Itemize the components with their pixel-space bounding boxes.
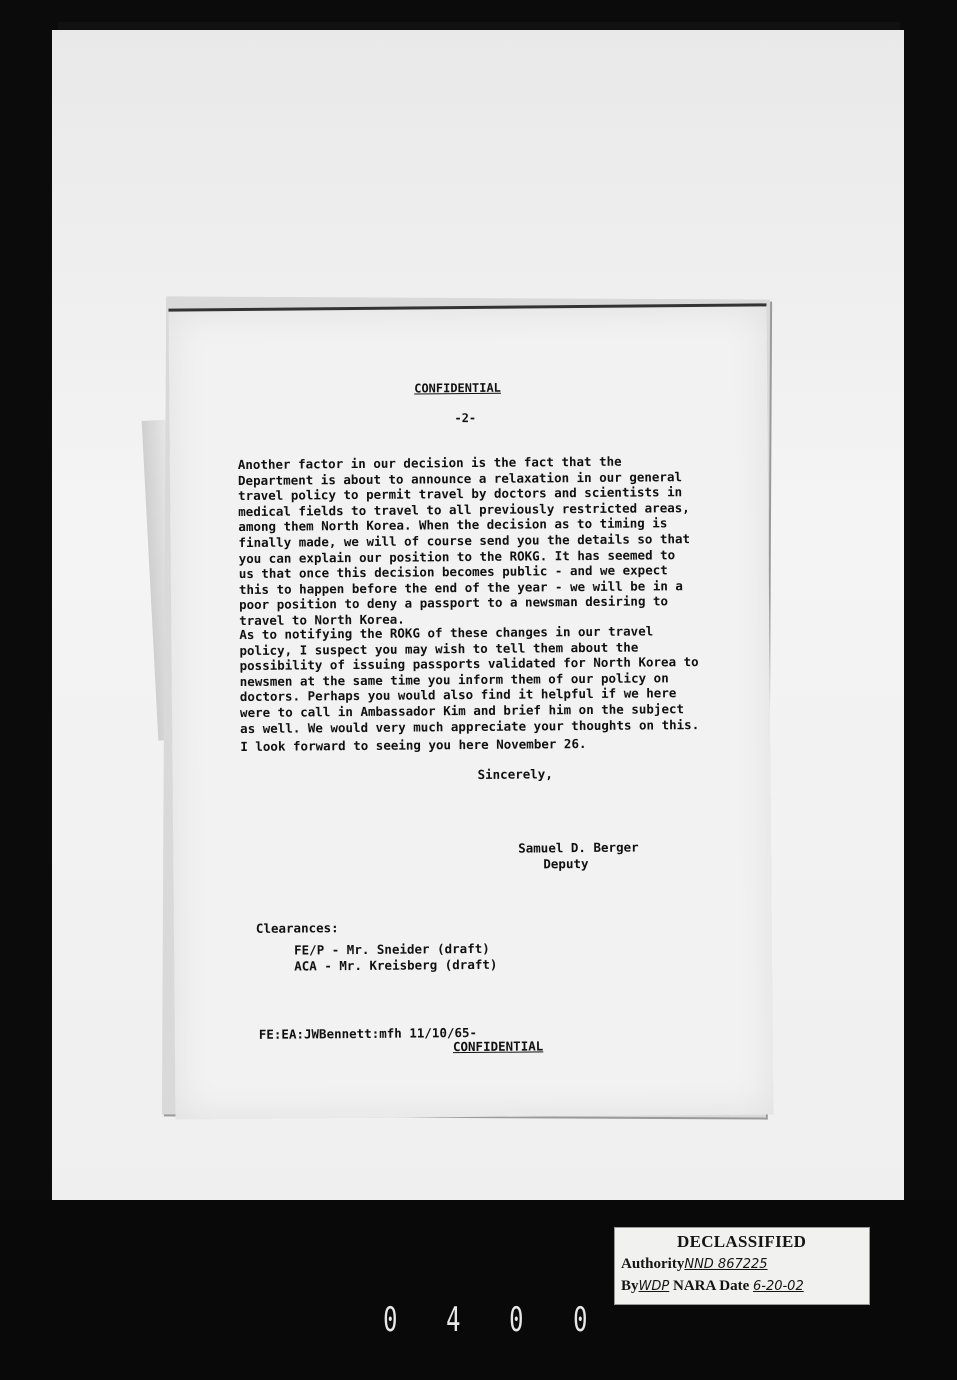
authority-label: Authority xyxy=(621,1256,685,1272)
authority-value: NND 867225 xyxy=(684,1257,768,1272)
header-classification: CONFIDENTIAL xyxy=(414,380,501,396)
signer-title: Deputy xyxy=(543,855,589,872)
letter-page xyxy=(168,303,773,1119)
clearances-label: Clearances: xyxy=(255,920,339,936)
date-value: 6-20-02 xyxy=(752,1279,804,1294)
paragraph-notifying-rokg: As to notifying the ROKG of these changes in our travel policy, I suspect you may wish to tell them about the possibility of issuing passports validated for North Korea to newsmen at the same time you inform them of our policy on doctors. Perhaps you would also find it helpful if we here were to call in Ambassador Kim and brief him on the subject as well. We would very much appreciate your thoughts on this. xyxy=(239,623,700,736)
stamp-authority-row xyxy=(621,1256,768,1273)
frame-digit: 0 xyxy=(383,1300,398,1340)
microfilm-frame-number xyxy=(380,1300,590,1340)
date-label: NARA Date xyxy=(672,1278,750,1294)
by-value: WDP xyxy=(638,1279,670,1294)
paragraph-meeting: I look forward to seeing you here November 26. xyxy=(240,735,587,755)
drafter-line: FE:EA:JWBennett:mfh 11/10/65- xyxy=(258,1024,478,1042)
frame-digit: 0 xyxy=(509,1300,524,1340)
clearance-item: ACA - Mr. Kreisberg (draft) xyxy=(294,956,498,974)
signer-name: Samuel D. Berger xyxy=(518,839,639,856)
stamp-by-row xyxy=(621,1278,804,1295)
declassification-stamp xyxy=(614,1227,870,1305)
clearances-list xyxy=(294,941,497,975)
paragraph-travel-policy: Another factor in our decision is the fact that the Department is about to announce a relaxation in our general travel policy to permit travel by doctors and scientists in medical fields to travel to all previously restricted areas, among them North Korea. When the decision as to timing is finally made, we will of course send you the details so that you can explain our position to the ROKG. It has seemed to us that once this decision becomes public - and we expect this to happen before the end of the year - we will be in a poor position to deny a passport to a newsman desiring to travel to North Korea. xyxy=(237,453,691,628)
page-number: -2- xyxy=(454,410,477,426)
stamp-title: DECLASSIFIED xyxy=(677,1232,807,1251)
clearance-item: FE/P - Mr. Sneider (draft) xyxy=(294,940,490,958)
frame-digit: 0 xyxy=(572,1300,587,1340)
closing: Sincerely, xyxy=(477,766,553,782)
footer-classification: CONFIDENTIAL xyxy=(452,1038,544,1055)
by-label: By xyxy=(621,1278,639,1294)
frame-digit: 4 xyxy=(446,1300,461,1340)
